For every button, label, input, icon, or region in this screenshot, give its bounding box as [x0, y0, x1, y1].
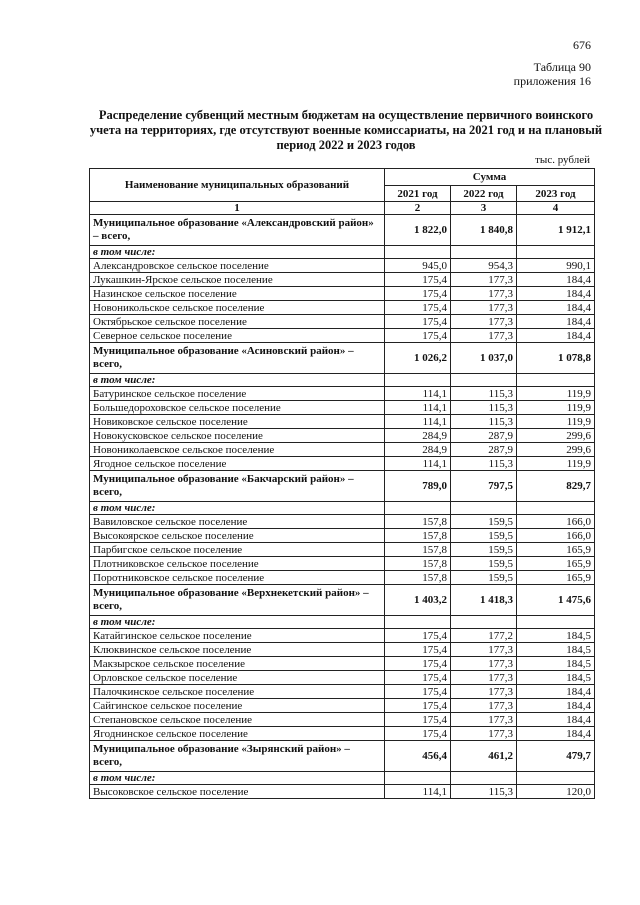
- settlement-value: 945,0: [385, 259, 451, 273]
- empty-cell: [517, 374, 595, 387]
- settlement-row: [90, 557, 595, 571]
- settlement-value: 114,1: [385, 415, 451, 429]
- settlement-value: 299,6: [517, 429, 595, 443]
- including-row: [90, 246, 595, 259]
- total-value: 829,7: [517, 471, 595, 502]
- settlement-name: Вавиловское сельское поселение: [90, 515, 385, 529]
- empty-cell: [385, 502, 451, 515]
- settlement-name: Парбигское сельское поселение: [90, 543, 385, 557]
- including-row: [90, 374, 595, 387]
- settlement-value: 115,3: [451, 387, 517, 401]
- settlement-name: Батуринское сельское поселение: [90, 387, 385, 401]
- settlement-value: 175,4: [385, 699, 451, 713]
- settlement-row: [90, 727, 595, 741]
- settlement-name: Новониколаевское сельское поселение: [90, 443, 385, 457]
- settlement-value: 157,8: [385, 543, 451, 557]
- settlement-name: Поротниковское сельское поселение: [90, 571, 385, 585]
- including-label: в том числе:: [90, 772, 385, 785]
- settlement-row: [90, 785, 595, 799]
- settlement-value: 184,4: [517, 685, 595, 699]
- settlement-name: Новоникольское сельское поселение: [90, 301, 385, 315]
- settlement-name: Степановское сельское поселение: [90, 713, 385, 727]
- settlement-value: 175,4: [385, 685, 451, 699]
- settlement-value: 119,9: [517, 387, 595, 401]
- settlement-row: [90, 387, 595, 401]
- total-value: 1 822,0: [385, 215, 451, 246]
- settlement-value: 157,8: [385, 529, 451, 543]
- municipality-total-row: [90, 585, 595, 616]
- settlement-value: 177,3: [451, 329, 517, 343]
- settlement-value: 157,8: [385, 571, 451, 585]
- settlement-value: 175,4: [385, 629, 451, 643]
- settlement-value: 287,9: [451, 443, 517, 457]
- settlement-row: [90, 401, 595, 415]
- total-value: 461,2: [451, 741, 517, 772]
- settlement-row: [90, 643, 595, 657]
- table-body: [90, 215, 595, 799]
- settlement-value: 184,5: [517, 671, 595, 685]
- settlement-value: 115,3: [451, 401, 517, 415]
- settlement-value: 184,4: [517, 273, 595, 287]
- document-title: Распределение субвенций местным бюджетам на осуществление первичного воинского учета на территориях, где отсутствуют военные комиссариаты, на 2021 год и на плановый период 2022 и 2023 годов: [89, 108, 603, 152]
- including-label: в том числе:: [90, 502, 385, 515]
- settlement-value: 175,4: [385, 287, 451, 301]
- settlement-value: 177,3: [451, 273, 517, 287]
- table-reference-line2: приложения 16: [513, 74, 591, 88]
- settlement-name: Новокусковское сельское поселение: [90, 429, 385, 443]
- header-year-2021: 2021 год: [385, 186, 451, 202]
- settlement-value: 175,4: [385, 315, 451, 329]
- settlement-row: [90, 259, 595, 273]
- empty-cell: [517, 246, 595, 259]
- column-number: 4: [517, 202, 595, 215]
- settlement-value: 184,4: [517, 713, 595, 727]
- empty-cell: [451, 502, 517, 515]
- settlement-value: 184,4: [517, 329, 595, 343]
- settlement-row: [90, 273, 595, 287]
- settlement-row: [90, 443, 595, 457]
- municipality-name: Муниципальное образование «Александровский район» – всего,: [90, 215, 385, 246]
- settlement-value: 175,4: [385, 301, 451, 315]
- settlement-name: Плотниковское сельское поселение: [90, 557, 385, 571]
- total-value: 1 037,0: [451, 343, 517, 374]
- settlement-name: Ягоднинское сельское поселение: [90, 727, 385, 741]
- total-value: 789,0: [385, 471, 451, 502]
- settlement-name: Орловское сельское поселение: [90, 671, 385, 685]
- total-value: 1 078,8: [517, 343, 595, 374]
- empty-cell: [517, 616, 595, 629]
- settlement-value: 165,9: [517, 571, 595, 585]
- settlement-value: 175,4: [385, 329, 451, 343]
- total-value: 1 475,6: [517, 585, 595, 616]
- total-value: 1 912,1: [517, 215, 595, 246]
- settlement-row: [90, 713, 595, 727]
- municipality-name: Муниципальное образование «Асиновский район» – всего,: [90, 343, 385, 374]
- including-label: в том числе:: [90, 616, 385, 629]
- settlement-row: [90, 571, 595, 585]
- settlement-value: 159,5: [451, 529, 517, 543]
- settlement-value: 159,5: [451, 543, 517, 557]
- settlement-value: 177,3: [451, 685, 517, 699]
- settlement-name: Высокоярское сельское поселение: [90, 529, 385, 543]
- settlement-value: 177,3: [451, 727, 517, 741]
- settlement-value: 177,3: [451, 287, 517, 301]
- total-value: 479,7: [517, 741, 595, 772]
- settlement-value: 299,6: [517, 443, 595, 457]
- settlement-row: [90, 529, 595, 543]
- settlement-name: Большедороховское сельское поселение: [90, 401, 385, 415]
- empty-cell: [385, 374, 451, 387]
- settlement-value: 177,3: [451, 657, 517, 671]
- settlement-value: 157,8: [385, 515, 451, 529]
- settlement-value: 175,4: [385, 713, 451, 727]
- municipality-total-row: [90, 215, 595, 246]
- settlement-value: 165,9: [517, 557, 595, 571]
- settlement-value: 159,5: [451, 515, 517, 529]
- including-row: [90, 772, 595, 785]
- including-label: в том числе:: [90, 246, 385, 259]
- settlement-row: [90, 699, 595, 713]
- settlement-value: 284,9: [385, 429, 451, 443]
- including-row: [90, 616, 595, 629]
- settlement-row: [90, 415, 595, 429]
- table-reference: [514, 60, 591, 88]
- settlement-name: Ягодное сельское поселение: [90, 457, 385, 471]
- municipality-total-row: [90, 741, 595, 772]
- empty-cell: [385, 772, 451, 785]
- settlement-name: Октябрьское сельское поселение: [90, 315, 385, 329]
- empty-cell: [517, 772, 595, 785]
- settlement-name: Катайгинское сельское поселение: [90, 629, 385, 643]
- empty-cell: [451, 772, 517, 785]
- settlement-name: Назинское сельское поселение: [90, 287, 385, 301]
- settlement-row: [90, 671, 595, 685]
- settlement-value: 175,4: [385, 727, 451, 741]
- settlement-name: Александровское сельское поселение: [90, 259, 385, 273]
- settlement-value: 184,4: [517, 727, 595, 741]
- empty-cell: [451, 246, 517, 259]
- empty-cell: [517, 502, 595, 515]
- empty-cell: [385, 246, 451, 259]
- header-name-column: Наименование муниципальных образований: [90, 169, 385, 202]
- settlement-value: 175,4: [385, 643, 451, 657]
- settlement-value: 177,2: [451, 629, 517, 643]
- settlement-name: Палочкинское сельское поселение: [90, 685, 385, 699]
- settlement-value: 990,1: [517, 259, 595, 273]
- settlement-value: 115,3: [451, 415, 517, 429]
- settlement-row: [90, 315, 595, 329]
- header-year-2023: 2023 год: [517, 186, 595, 202]
- settlement-value: 114,1: [385, 457, 451, 471]
- including-label: в том числе:: [90, 374, 385, 387]
- settlement-row: [90, 515, 595, 529]
- settlement-value: 177,3: [451, 643, 517, 657]
- settlement-name: Макзырское сельское поселение: [90, 657, 385, 671]
- empty-cell: [385, 616, 451, 629]
- settlement-value: 284,9: [385, 443, 451, 457]
- settlement-value: 114,1: [385, 401, 451, 415]
- header-sum: Сумма: [385, 169, 595, 186]
- settlement-row: [90, 329, 595, 343]
- municipality-name: Муниципальное образование «Зырянский район» – всего,: [90, 741, 385, 772]
- settlement-value: 119,9: [517, 415, 595, 429]
- settlement-name: Лукашкин-Ярское сельское поселение: [90, 273, 385, 287]
- column-number: 3: [451, 202, 517, 215]
- settlement-value: 184,4: [517, 699, 595, 713]
- settlement-value: 157,8: [385, 557, 451, 571]
- settlement-name: Высоковское сельское поселение: [90, 785, 385, 799]
- units-label: тыс. рублей: [535, 154, 590, 166]
- settlement-row: [90, 657, 595, 671]
- settlement-value: 177,3: [451, 699, 517, 713]
- settlement-value: 166,0: [517, 515, 595, 529]
- settlement-value: 175,4: [385, 273, 451, 287]
- settlement-value: 184,5: [517, 629, 595, 643]
- including-row: [90, 502, 595, 515]
- settlement-value: 159,5: [451, 557, 517, 571]
- settlement-row: [90, 543, 595, 557]
- settlement-name: Северное сельское поселение: [90, 329, 385, 343]
- settlement-name: Новиковское сельское поселение: [90, 415, 385, 429]
- municipality-name: Муниципальное образование «Верхнекетский район» – всего,: [90, 585, 385, 616]
- table-reference-line1: Таблица 90: [533, 60, 591, 74]
- empty-cell: [451, 616, 517, 629]
- settlement-value: 175,4: [385, 671, 451, 685]
- settlement-value: 177,3: [451, 713, 517, 727]
- total-value: 1 026,2: [385, 343, 451, 374]
- settlement-value: 177,3: [451, 671, 517, 685]
- empty-cell: [451, 374, 517, 387]
- settlement-value: 287,9: [451, 429, 517, 443]
- municipality-total-row: [90, 471, 595, 502]
- municipality-name: Муниципальное образование «Бакчарский район» – всего,: [90, 471, 385, 502]
- total-value: 1 403,2: [385, 585, 451, 616]
- settlement-name: Сайгинское сельское поселение: [90, 699, 385, 713]
- column-number: 2: [385, 202, 451, 215]
- header-year-2022: 2022 год: [451, 186, 517, 202]
- settlement-name: Клюквинское сельское поселение: [90, 643, 385, 657]
- settlement-value: 175,4: [385, 657, 451, 671]
- settlement-value: 184,5: [517, 657, 595, 671]
- settlement-row: [90, 629, 595, 643]
- municipality-total-row: [90, 343, 595, 374]
- settlement-value: 114,1: [385, 387, 451, 401]
- total-value: 1 418,3: [451, 585, 517, 616]
- total-value: 1 840,8: [451, 215, 517, 246]
- page-number: 676: [573, 38, 591, 52]
- settlement-row: [90, 301, 595, 315]
- settlement-value: 115,3: [451, 785, 517, 799]
- settlement-value: 115,3: [451, 457, 517, 471]
- budget-table: [89, 168, 595, 799]
- settlement-value: 184,4: [517, 301, 595, 315]
- settlement-value: 177,3: [451, 315, 517, 329]
- settlement-row: [90, 685, 595, 699]
- settlement-value: 184,5: [517, 643, 595, 657]
- settlement-value: 184,4: [517, 287, 595, 301]
- settlement-value: 119,9: [517, 401, 595, 415]
- total-value: 797,5: [451, 471, 517, 502]
- settlement-value: 166,0: [517, 529, 595, 543]
- settlement-value: 954,3: [451, 259, 517, 273]
- settlement-row: [90, 429, 595, 443]
- settlement-value: 114,1: [385, 785, 451, 799]
- settlement-value: 184,4: [517, 315, 595, 329]
- settlement-value: 177,3: [451, 301, 517, 315]
- settlement-value: 120,0: [517, 785, 595, 799]
- column-number: 1: [90, 202, 385, 215]
- settlement-value: 119,9: [517, 457, 595, 471]
- settlement-value: 165,9: [517, 543, 595, 557]
- settlement-row: [90, 287, 595, 301]
- settlement-row: [90, 457, 595, 471]
- total-value: 456,4: [385, 741, 451, 772]
- settlement-value: 159,5: [451, 571, 517, 585]
